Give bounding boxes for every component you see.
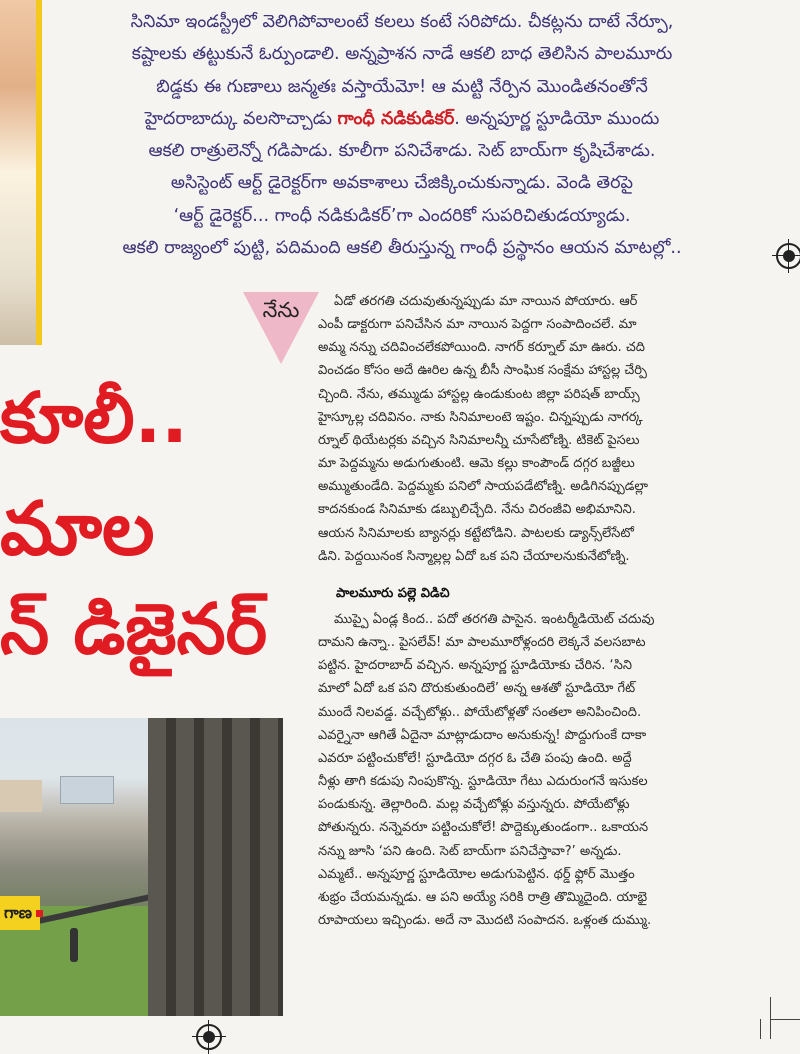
intro-line <box>52 103 752 135</box>
article-line: అమ్ముతుండేది. పెద్దమ్మకు పనిలో సాయపడేటోణ్ని. అడిగినప్పుడల్లా <box>318 479 648 495</box>
article-line: నన్ను జూసి ‘పని ఉంది. సెట్ బాయ్‌గా పనిచేస్తావా?’ అన్నడు. <box>318 843 622 859</box>
intro-line: అసిస్టెంట్ ఆర్ట్ డైరెక్టర్‌గా అవకాశాలు చేజిక్కించుకున్నాడు. వెండి తెరపై <box>170 173 634 194</box>
article-line: వించడం కోసం అదే ఊరిల ఉన్న బీసీ సాంఘిక సంక్షేమ హాస్టల్ల చేర్పి <box>318 363 647 379</box>
photo-building <box>0 780 42 812</box>
headline-line-1: కూలీ.. <box>0 377 188 459</box>
article-line: అమ్మ నన్ను చదివించలేకపోయింది. నాగర్ కర్నూల్ మా ఊరు. చది <box>318 340 645 356</box>
photo-person <box>70 928 78 962</box>
article-subheading: పాలమూరు పల్లె విడిచి <box>336 586 450 601</box>
intro-line: ‘ఆర్ట్ డైరెక్టర్... గాంధీ నడికుడికర్’గా ఎందరికో సుపరిచితుడయ్యాడు. <box>173 205 631 226</box>
article-line: ర్నూల్ థియేటర్లకు వచ్చిన సినిమాలన్నీ చూసేటోణ్ని. టికెట్ పైసలు <box>318 432 640 448</box>
article-line: ఎవర్నైనా ఆగితే ఏదైనా మాట్లాడుదాం అనుకున్న! పొద్దుగుంకే దాకా <box>318 727 647 743</box>
registration-mark-icon <box>776 243 800 269</box>
headline-line-2: మాల <box>0 486 155 572</box>
intro-line: ఆకలి రాత్రులెన్నో గడిపాడు. కూలీగా పనిచేశాడు. సెట్ బాయ్‌గా కృషిచేశాడు. <box>148 141 656 162</box>
article-line: ఎవరూ పట్టించుకోలే! స్టూడియో దగ్గర ఓ చేతి పంపు ఉంది. అద్దే <box>318 750 632 766</box>
article-para-2 <box>318 608 718 932</box>
article-line: ముప్పై ఏండ్ల కింద.. పదో తరగతి పాసైన. ఇంటర్మీడియెట్ చదువు <box>334 612 655 627</box>
article-line: డిని. పెద్దయినంక సిన్మాల్లల్ల ఏదో ఒక పని చేయాలనుకునేటోణ్ని. <box>318 548 630 564</box>
highlight-name: గాంధీ నడికుడికర్ <box>337 108 455 129</box>
article-line: పోతున్నరు. నన్నెవరూ పట్టించుకోలే! పొద్దెక్కుతుండంగా.. ఒకాయన <box>318 820 649 836</box>
article-line: కాదనకుండ సినిమాకు డబ్బులిచ్చేది. నేను చిరంజీవి అభిమానిని. <box>318 502 636 518</box>
article-line: శుభ్రం చేయమన్నడు. ఆ పని అయ్యే సరికి రాత్రి తొమ్మిదైంది. యాభై <box>318 889 648 905</box>
intro-line: సినిమా ఇండస్ట్రీలో వెలిగిపోవాలంటే కలలు కంటే సరిపోదు. చీకట్లను దాటే నేర్పూ, <box>130 12 674 32</box>
intro-line: ఆకలి రాజ్యంలో పుట్టి, పదిమంది ఆకలి తీరుస్తున్న గాంధీ ప్రస్థానం ఆయన మాటల్లో.. <box>122 238 682 259</box>
photo-fort-wall <box>148 718 283 1016</box>
article-line: మాలో ఏదో ఒక పని దొరుకుతుందిలే’ అన్న ఆశతో స్టూడియో గేట్ <box>318 681 636 697</box>
article-line: రూపాయలు ఇచ్చిండు. అదే నా మొదటి సంపాదన. ఒళ్లంత దుమ్ము. <box>318 913 652 929</box>
nenu-label: నేను <box>262 298 300 322</box>
article-line: ఏడో తరగతి చదువుతున్నప్పుడు మా నాయిన పోయారు. ఆర్ <box>334 294 638 309</box>
article-line: హైస్కూల్ల చదివినం. నాకు సినిమాలంటె ఇష్టం. చిన్నప్పుడు నాగర్క <box>318 409 643 425</box>
article-line: ఎంపీ డాక్టరుగా పనిచేసిన మా నాయిన పెద్దగా సంపాదించలే. మా <box>318 317 637 333</box>
crop-marks <box>760 995 800 1039</box>
registration-mark-icon <box>196 1024 222 1050</box>
article-line: మా పెద్దమ్మను అడుగుతుంటి. ఆమె కల్లు కాంపౌండ్ దగ్గర బజ్జీలు <box>318 456 635 472</box>
article-line: నీళ్లు తాగి కడుపు నింపుకొన్న. స్టూడియో గేటు ఎదురుంగనే ఇసుకల <box>318 774 648 790</box>
top-left-photo <box>0 0 42 345</box>
headline-line-3: న్ డిజైనర్ <box>0 588 268 670</box>
intro-line: కష్టాలకు తట్టుకునే ఓర్పుండాలి. అన్నప్రాశన నాడే ఆకలి బాధ తెలిసిన పాలమూరు <box>131 44 673 65</box>
article-line: పట్టిన. హైదరాబాద్ వచ్చిన. అన్నపూర్ణ స్టూడియోకు చేరిన. ‘సిని <box>318 658 632 674</box>
caption-bullet-icon <box>36 910 43 917</box>
article-line: పండుకున్న. తెల్లారింది. మల్ల వచ్చేటోళ్లు వస్తున్నరు. పోయేటోళ్లు <box>318 797 630 813</box>
article-line: ముందే నిలవడ్డ. వచ్చేటోళ్లు.. పోయేటోళ్లతో సంతలా అనిపించింది. <box>318 704 642 720</box>
photo-caption: గాణ <box>0 896 40 930</box>
intro-text: హైదరాబాద్ <box>144 108 238 129</box>
article-line: ఎమ్మటే.. అన్నపూర్ణ స్టూడియోల అడుగుపెట్టిన. థర్డ్ ఫ్లోర్ మొత్తం <box>318 866 635 882</box>
intro-text: కు వలసొచ్చాడు <box>237 108 338 129</box>
intro-text: . అన్నపూర్ణ స్టూడియో ముందు <box>454 108 660 129</box>
studio-photo <box>0 718 283 1016</box>
article-line: చ్చింది. నేను, తమ్ముడు హాస్టల్ల ఉండుకుంట జిల్లా పరిషత్ బాయ్స్ <box>318 386 640 402</box>
article-line: ఆయన సినిమాలకు బ్యానర్లు కట్టేటోడిని. పాటలకు డ్యాన్స్‌లేసేటో <box>318 525 634 541</box>
intro-line: బిడ్డకు ఈ గుణాలు జన్మతః వస్తాయేమో! ఆ మట్టి నేర్పిన మొండితనంతోనే <box>156 76 648 97</box>
photo-building <box>60 776 114 804</box>
intro-block <box>52 6 752 264</box>
article-para-1 <box>318 290 718 568</box>
article-line: దామని ఉన్నా.. పైసలేవ్! మా పాలమూరోళ్లందరి లెక్కనే వలసబాట <box>318 635 646 651</box>
